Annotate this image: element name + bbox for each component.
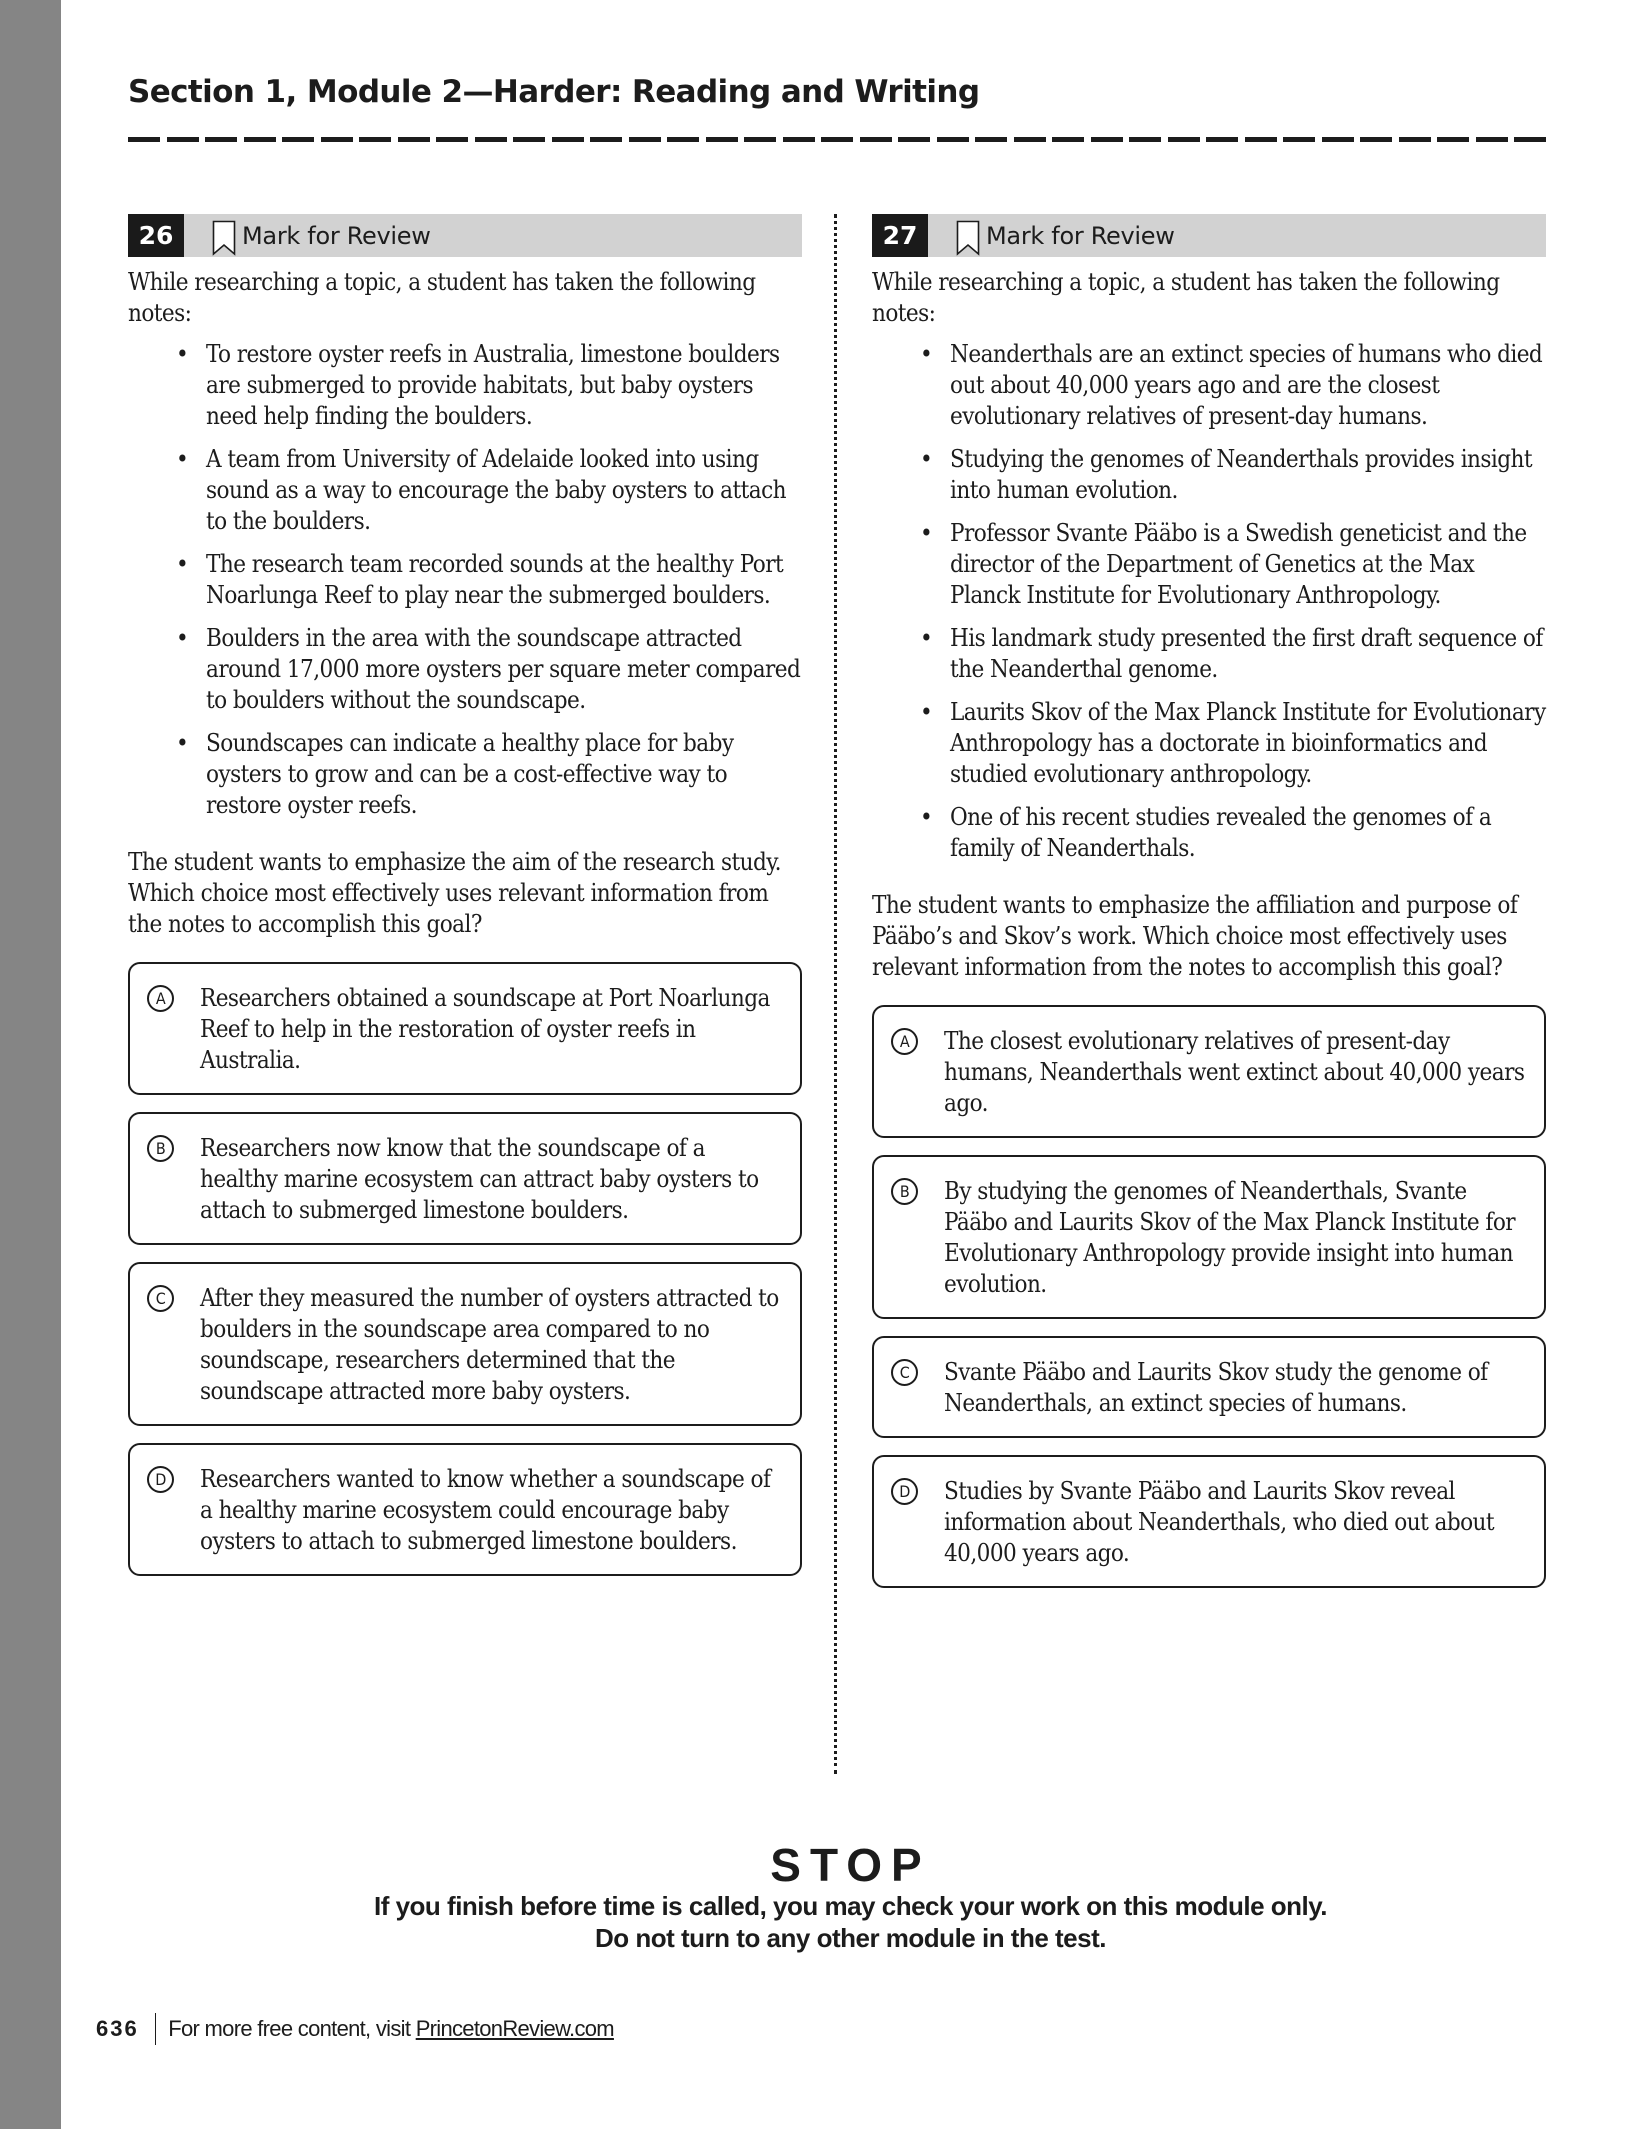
dash-segment: [1091, 137, 1123, 142]
dash-segment: [860, 137, 892, 142]
choice-letter-d: D: [891, 1478, 918, 1505]
question-number: 26: [128, 214, 184, 257]
note-text: To restore oyster reefs in Australia, limestone boulders are submerged to provide habitats, but baby oysters need help finding the boulders.: [206, 340, 780, 430]
question-intro: While researching a topic, a student has taken the following notes:: [128, 268, 756, 327]
choice-text: Researchers obtained a soundscape at Port Noarlunga Reef to help in the restoration of oyster reefs in Australia.: [200, 984, 770, 1074]
note-item: [128, 623, 802, 716]
dash-segment: [1052, 137, 1084, 142]
dash-segment: [821, 137, 853, 142]
note-item: [872, 339, 1546, 432]
dash-segment: [552, 137, 584, 142]
question-intro: While researching a topic, a student has taken the following notes:: [872, 268, 1500, 327]
dash-segment: [167, 137, 199, 142]
dash-segment: [1245, 137, 1277, 142]
page-footer: [96, 2012, 614, 2046]
dash-segment: [1360, 137, 1392, 142]
note-item: [872, 697, 1546, 790]
dash-segment: [282, 137, 314, 142]
dash-segment: [244, 137, 276, 142]
dash-segment: [1129, 137, 1161, 142]
choice-text: Researchers now know that the soundscape of a healthy marine ecosystem can attract baby oysters to attach to submerged limestone boulders.: [200, 1134, 759, 1224]
dash-segment: [1283, 137, 1315, 142]
dash-segment: [359, 137, 391, 142]
note-text: His landmark study presented the first draft sequence of the Neanderthal genome.: [950, 624, 1543, 683]
stop-title: STOP: [770, 1839, 931, 1891]
note-text: Boulders in the area with the soundscape attracted around 17,000 more oysters per square meter compared to boulders without the soundscape.: [206, 624, 801, 714]
choice-text: After they measured the number of oysters attracted to boulders in the soundscape area compared to no soundscape, researchers determined that the soundscape attracted more baby oysters.: [200, 1284, 779, 1405]
note-item: [128, 728, 802, 821]
dash-segment: [475, 137, 507, 142]
choice-letter-a: A: [147, 985, 174, 1012]
choice-letter-b: B: [891, 1178, 918, 1205]
dash-segment: [590, 137, 622, 142]
dash-segment: [1399, 137, 1431, 142]
dash-segment: [744, 137, 776, 142]
bullet-icon: •: [920, 519, 933, 547]
dash-segment: [783, 137, 815, 142]
page-number: 636: [96, 2016, 139, 2041]
bullet-icon: •: [176, 340, 189, 368]
bullet-icon: •: [920, 624, 933, 652]
note-text: A team from University of Adelaide looked into using sound as a way to encourage the baby oysters to attach to the boulders.: [206, 445, 786, 535]
dash-segment: [398, 137, 430, 142]
dash-segment: [1322, 137, 1354, 142]
note-item: [872, 518, 1546, 611]
princeton-review-link[interactable]: PrincetonReview.com: [415, 2016, 614, 2041]
dash-segment: [706, 137, 738, 142]
dash-segment: [436, 137, 468, 142]
bullet-icon: •: [920, 803, 933, 831]
footer-divider: [155, 2013, 157, 2045]
note-text: Laurits Skov of the Max Planck Institute for Evolutionary Anthropology has a doctorate in bioinformatics and studied evolutionary anthropology.: [950, 698, 1546, 788]
column-divider: [834, 214, 837, 1774]
dash-segment: [321, 137, 353, 142]
dash-segment: [128, 137, 160, 142]
choice-text: The closest evolutionary relatives of present-day humans, Neanderthals went extinct about 40,000 years ago.: [944, 1027, 1525, 1117]
dash-segment: [1168, 137, 1200, 142]
dash-segment: [205, 137, 237, 142]
answer-choices: [128, 962, 802, 1576]
bullet-icon: •: [176, 729, 189, 757]
dash-segment: [513, 137, 545, 142]
bullet-icon: •: [920, 445, 933, 473]
choice-text: Svante Pääbo and Laurits Skov study the genome of Neanderthals, an extinct species of humans.: [944, 1358, 1488, 1417]
dash-segment: [975, 137, 1007, 142]
question-27: [872, 214, 1546, 1605]
mark-for-review-button[interactable]: Mark for Review: [986, 221, 1175, 250]
bullet-icon: •: [176, 624, 189, 652]
bullet-icon: •: [920, 340, 933, 368]
notes-list: [128, 339, 802, 821]
answer-choice-d[interactable]: [128, 1443, 802, 1576]
dash-segment: [1437, 137, 1469, 142]
stop-notice: [61, 1840, 1640, 1954]
page-spine-bar: [0, 0, 61, 2129]
dashed-rule: [128, 137, 1546, 142]
dash-segment: [898, 137, 930, 142]
question-header: [872, 214, 1546, 257]
choice-letter-b: B: [147, 1135, 174, 1162]
dash-segment: [1514, 137, 1546, 142]
stop-instruction-1: If you finish before time is called, you may check your work on this module only.: [373, 1891, 1327, 1921]
question-26: [128, 214, 802, 1593]
dash-segment: [1206, 137, 1238, 142]
note-text: One of his recent studies revealed the genomes of a family of Neanderthals.: [950, 803, 1492, 862]
answer-choice-c[interactable]: [872, 1336, 1546, 1438]
bullet-icon: •: [176, 550, 189, 578]
bullet-icon: •: [920, 698, 933, 726]
bookmark-icon[interactable]: [212, 220, 236, 256]
question-prompt: The student wants to emphasize the aim of the research study. Which choice most effectively uses relevant information from the notes to accomplish this goal?: [128, 848, 781, 938]
choice-letter-c: C: [147, 1285, 174, 1312]
note-item: [872, 802, 1546, 864]
mark-for-review-button[interactable]: Mark for Review: [242, 221, 431, 250]
choice-text: By studying the genomes of Neanderthals, Svante Pääbo and Laurits Skov of the Max Planck Institute for Evolutionary Anthropology provide insight into human evolution.: [944, 1177, 1516, 1298]
note-item: [872, 623, 1546, 685]
choice-letter-c: C: [891, 1359, 918, 1386]
answer-choice-b[interactable]: [128, 1112, 802, 1245]
bullet-icon: •: [176, 445, 189, 473]
bookmark-icon[interactable]: [956, 220, 980, 256]
dash-segment: [937, 137, 969, 142]
choice-letter-a: A: [891, 1028, 918, 1055]
note-text: Studying the genomes of Neanderthals provides insight into human evolution.: [950, 445, 1533, 504]
dash-segment: [1014, 137, 1046, 142]
question-prompt: The student wants to emphasize the affiliation and purpose of Pääbo’s and Skov’s work. Which choice most effectively uses relevant information from the notes to accomplish this goal?: [872, 891, 1518, 981]
section-title: Section 1, Module 2—Harder: Reading and Writing: [128, 74, 980, 110]
dash-segment: [629, 137, 661, 142]
note-item: [128, 444, 802, 537]
footer-prefix: For more free content, visit: [168, 2016, 416, 2041]
note-item: [872, 444, 1546, 506]
note-item: [128, 339, 802, 432]
choice-text: Researchers wanted to know whether a soundscape of a healthy marine ecosystem could encourage baby oysters to attach to submerged limestone boulders.: [200, 1465, 771, 1555]
footer-text: [168, 2016, 614, 2042]
dash-segment: [1476, 137, 1508, 142]
answer-choice-a[interactable]: [128, 962, 802, 1095]
note-text: Neanderthals are an extinct species of humans who died out about 40,000 years ago and are the closest evolutionary relatives of present-day humans.: [950, 340, 1543, 430]
choice-text: Studies by Svante Pääbo and Laurits Skov reveal information about Neanderthals, who died out about 40,000 years ago.: [944, 1477, 1495, 1567]
note-item: [128, 549, 802, 611]
question-number: 27: [872, 214, 928, 257]
note-text: Professor Svante Pääbo is a Swedish geneticist and the director of the Department of Genetics at the Max Planck Institute for Evolutionary Anthropology.: [950, 519, 1527, 609]
answer-choice-a[interactable]: [872, 1005, 1546, 1138]
dash-segment: [667, 137, 699, 142]
note-text: Soundscapes can indicate a healthy place for baby oysters to grow and can be a cost-effective way to restore oyster reefs.: [206, 729, 734, 819]
note-text: The research team recorded sounds at the healthy Port Noarlunga Reef to play near the submerged boulders.: [206, 550, 784, 609]
answer-choice-d[interactable]: [872, 1455, 1546, 1588]
question-header: [128, 214, 802, 257]
choice-letter-d: D: [147, 1466, 174, 1493]
answer-choices: [872, 1005, 1546, 1588]
notes-list: [872, 339, 1546, 864]
answer-choice-b[interactable]: [872, 1155, 1546, 1319]
answer-choice-c[interactable]: [128, 1262, 802, 1426]
stop-instruction-2: Do not turn to any other module in the test.: [595, 1923, 1106, 1953]
